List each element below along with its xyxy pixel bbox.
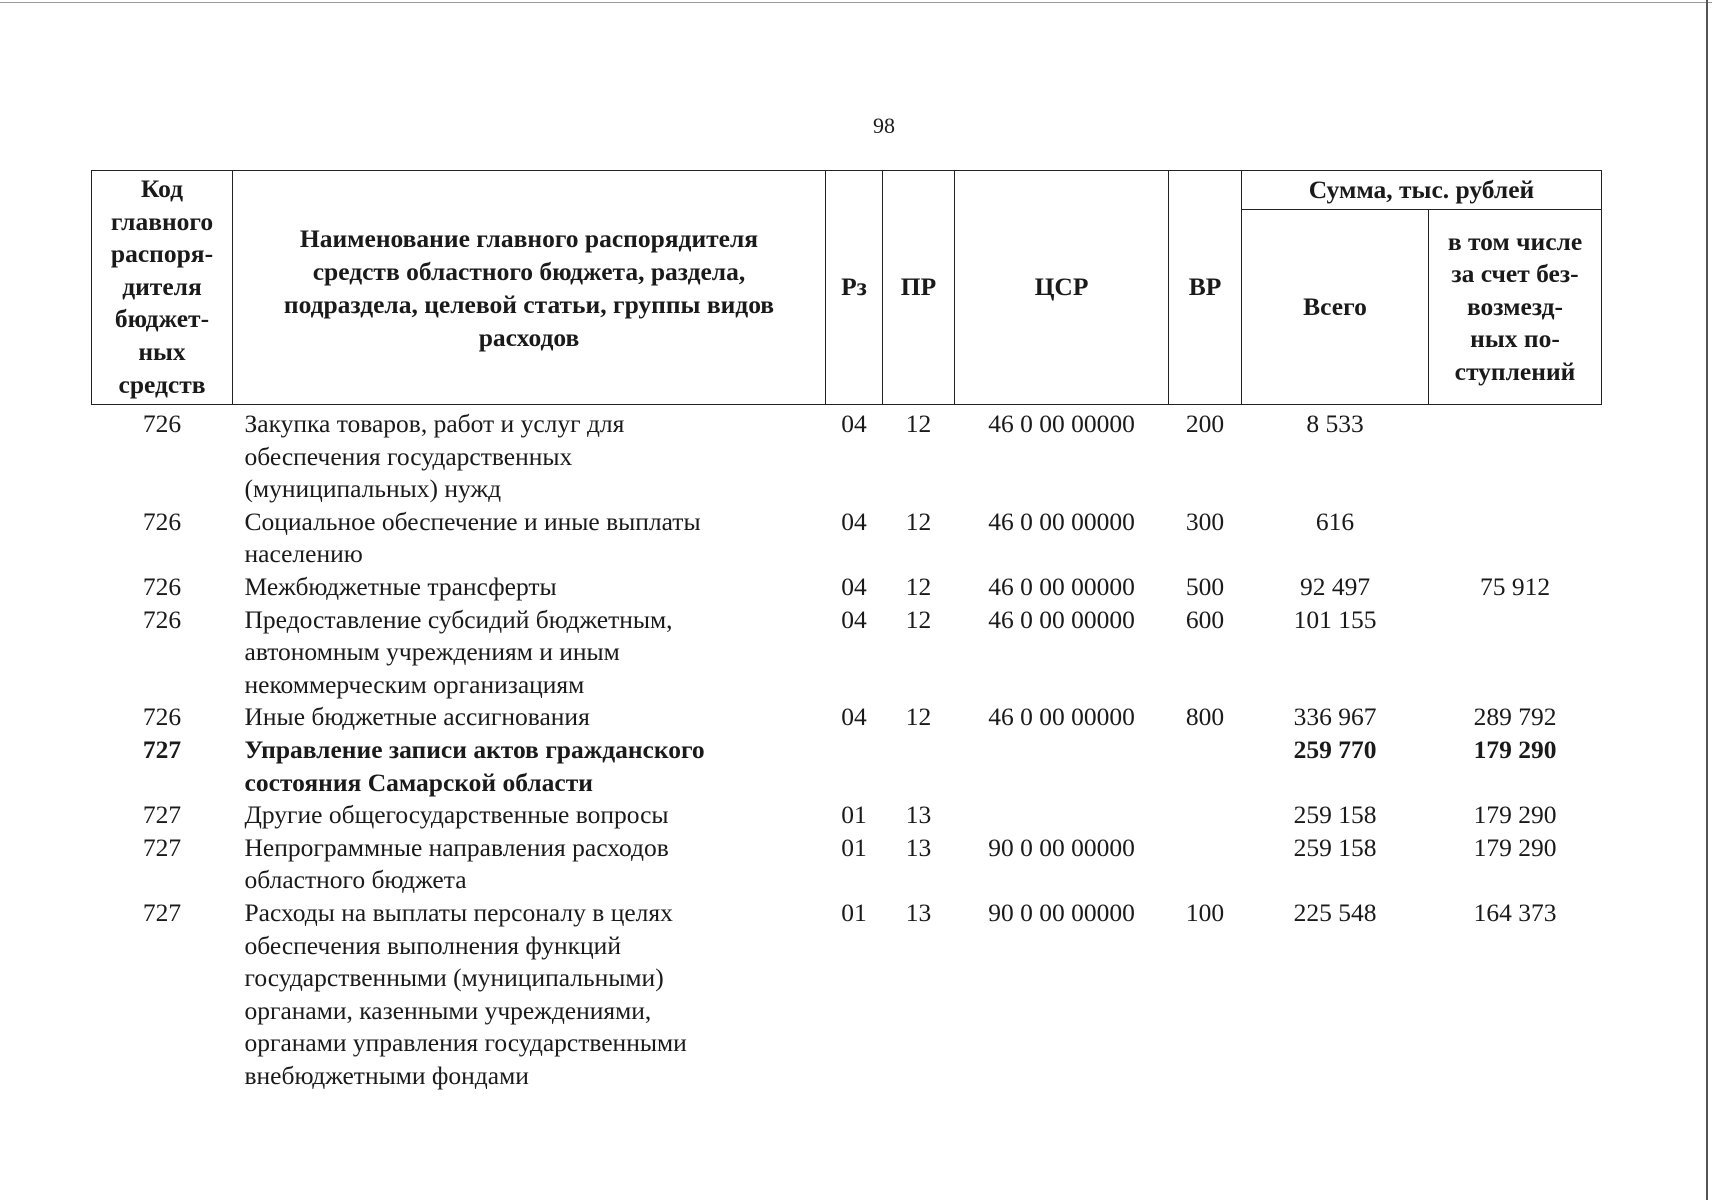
header-free-line: ступлений: [1454, 356, 1576, 386]
cell-pr: 13: [905, 832, 932, 862]
cell-pr: 12: [905, 702, 932, 732]
header-code-line: ных: [138, 336, 186, 366]
cell-total: 616: [1315, 506, 1355, 536]
cell-pr: 13: [905, 800, 932, 830]
cell-name-line: Социальное обеспечение и иные выплаты: [244, 506, 701, 536]
header-pr: ПР: [883, 171, 955, 405]
cell-vr: 800: [1185, 702, 1225, 732]
cell-rz: 04: [841, 604, 867, 634]
cell-code: 726: [142, 702, 182, 732]
table-row: [92, 832, 1602, 897]
cell-vr: [1169, 799, 1242, 832]
scan-edge-top: [0, 2, 1712, 3]
cell-pr: 12: [905, 506, 932, 536]
cell-csr: 46 0 00 00000: [988, 409, 1135, 438]
cell-name-line: внебюджетными фондами: [244, 1060, 529, 1090]
cell-pr: 12: [905, 604, 932, 634]
table-body: [92, 405, 1602, 1093]
cell-name-line: Предоставление субсидий бюджетным,: [244, 604, 673, 634]
header-total: Всего: [1242, 210, 1429, 405]
table-header: [92, 171, 1602, 405]
header-free-line: ных по-: [1470, 324, 1560, 354]
cell-rz: 04: [841, 506, 867, 536]
cell-total: 336 967: [1293, 702, 1377, 732]
header-sum-title: Сумма, тыс. рублей: [1242, 171, 1602, 210]
cell-rz: 04: [841, 409, 867, 438]
cell-code: 726: [142, 409, 182, 438]
cell-name-line: обеспечения выполнения функций: [244, 930, 621, 960]
cell-name-line: Другие общегосударственные вопросы: [244, 800, 669, 830]
header-code-line: Код: [140, 174, 184, 203]
cell-name-line: органами управления государственными: [244, 1028, 687, 1058]
cell-free: 179 290: [1473, 832, 1557, 862]
cell-total: 101 155: [1293, 604, 1377, 634]
cell-name-line: Закупка товаров, работ и услуг для: [244, 409, 625, 438]
cell-csr: 90 0 00 00000: [988, 897, 1135, 927]
cell-rz: 01: [841, 832, 867, 862]
table-row: [92, 405, 1602, 506]
cell-csr: 46 0 00 00000: [988, 571, 1135, 601]
cell-name-line: Расходы на выплаты персоналу в целях: [244, 897, 673, 927]
cell-pr: 12: [905, 409, 932, 438]
header-csr: ЦСР: [955, 171, 1169, 405]
cell-code: 727: [142, 897, 182, 927]
cell-total: 92 497: [1299, 571, 1371, 601]
cell-vr: 500: [1185, 571, 1225, 601]
cell-name-line: автономным учреждениям и иным: [244, 637, 620, 667]
header-code-line: бюджет-: [114, 304, 210, 334]
cell-csr: [955, 799, 1169, 832]
cell-code: 727: [142, 734, 182, 764]
cell-name-line: (муниципальных) нужд: [244, 474, 502, 504]
header-name-line: расходов: [478, 322, 580, 352]
header-code-line: распоря-: [110, 239, 214, 269]
cell-code: 726: [142, 604, 182, 634]
cell-total: 259 158: [1293, 800, 1377, 830]
cell-free: 179 290: [1473, 734, 1557, 764]
budget-table: [91, 170, 1602, 1092]
table-row: [92, 897, 1602, 1093]
cell-name-line: обеспечения государственных: [244, 441, 573, 471]
cell-name: [233, 734, 826, 799]
cell-csr: 46 0 00 00000: [988, 506, 1135, 536]
cell-name: [233, 701, 826, 734]
cell-csr: 46 0 00 00000: [988, 702, 1135, 732]
cell-vr: 600: [1185, 604, 1225, 634]
header-rz: Рз: [826, 171, 883, 405]
cell-csr: [955, 734, 1169, 799]
scan-edge-right: [1706, 0, 1708, 1200]
cell-name-line: некоммерческим организациям: [244, 669, 585, 699]
cell-name-line: состояния Самарской области: [244, 767, 593, 797]
cell-csr: 90 0 00 00000: [988, 832, 1135, 862]
cell-name-line: органами, казенными учреждениями,: [244, 995, 652, 1025]
cell-rz: 04: [841, 702, 867, 732]
header-code: [92, 171, 233, 405]
cell-name-line: государственными (муниципальными): [244, 963, 664, 993]
cell-name-line: населению: [244, 539, 363, 569]
cell-pr: 12: [905, 571, 932, 601]
header-name-line: средств областного бюджета, раздела,: [312, 256, 746, 286]
cell-code: 726: [142, 571, 182, 601]
cell-code: 727: [142, 832, 182, 862]
cell-name-line: Управление записи актов гражданского: [244, 734, 705, 764]
cell-total: 8 533: [1306, 409, 1364, 438]
cell-csr: 46 0 00 00000: [988, 604, 1135, 634]
cell-name: [233, 571, 826, 604]
header-name-line: Наименование главного распорядителя: [299, 223, 759, 253]
header-free-line: в том числе: [1447, 226, 1583, 256]
cell-vr: [1169, 832, 1242, 897]
cell-name: [233, 897, 826, 1093]
cell-name: [233, 604, 826, 702]
cell-pr: 13: [905, 897, 932, 927]
header-name-line: подраздела, целевой статьи, группы видов: [283, 289, 775, 319]
cell-total: 259 770: [1293, 734, 1377, 764]
cell-code: 726: [142, 506, 182, 536]
table-row: [92, 571, 1602, 604]
cell-vr: 200: [1185, 409, 1225, 438]
cell-name: [233, 799, 826, 832]
cell-rz: 01: [841, 897, 867, 927]
cell-rz: [826, 734, 883, 799]
cell-free: 179 290: [1473, 800, 1557, 830]
cell-total: 259 158: [1293, 832, 1377, 862]
cell-free: 164 373: [1473, 897, 1557, 927]
cell-vr: 300: [1185, 506, 1225, 536]
page-number: [0, 113, 1712, 139]
cell-free: [1429, 405, 1602, 506]
cell-free: 75 912: [1479, 571, 1551, 601]
table-row: [92, 799, 1602, 832]
table-row: [92, 734, 1602, 799]
cell-name: [233, 405, 826, 506]
cell-total: 225 548: [1293, 897, 1377, 927]
header-free-line: за счет без-: [1451, 259, 1579, 289]
header-name: [233, 171, 826, 405]
cell-name: [233, 832, 826, 897]
table-row: [92, 701, 1602, 734]
cell-name: [233, 506, 826, 571]
header-vr: ВР: [1169, 171, 1242, 405]
cell-free: [1429, 506, 1602, 571]
header-code-line: средств: [118, 369, 206, 399]
cell-rz: 01: [841, 800, 867, 830]
cell-rz: 04: [841, 571, 867, 601]
header-free-line: возмезд-: [1466, 291, 1564, 321]
header-free: [1429, 210, 1602, 405]
cell-name-line: Иные бюджетные ассигнования: [244, 702, 590, 732]
cell-name-line: Непрограммные направления расходов: [244, 832, 669, 862]
header-code-line: главного: [110, 206, 214, 236]
cell-free: 289 792: [1473, 702, 1557, 732]
cell-vr: [1169, 734, 1242, 799]
cell-name-line: областного бюджета: [244, 865, 467, 895]
header-code-line: дителя: [122, 271, 202, 301]
cell-name-line: Межбюджетные трансферты: [244, 571, 557, 601]
cell-free: [1429, 604, 1602, 702]
table-row: [92, 506, 1602, 571]
cell-pr: [883, 734, 955, 799]
page-number-text: 98: [873, 113, 895, 138]
cell-code: 727: [142, 800, 182, 830]
cell-vr: 100: [1185, 897, 1225, 927]
table-row: [92, 604, 1602, 702]
